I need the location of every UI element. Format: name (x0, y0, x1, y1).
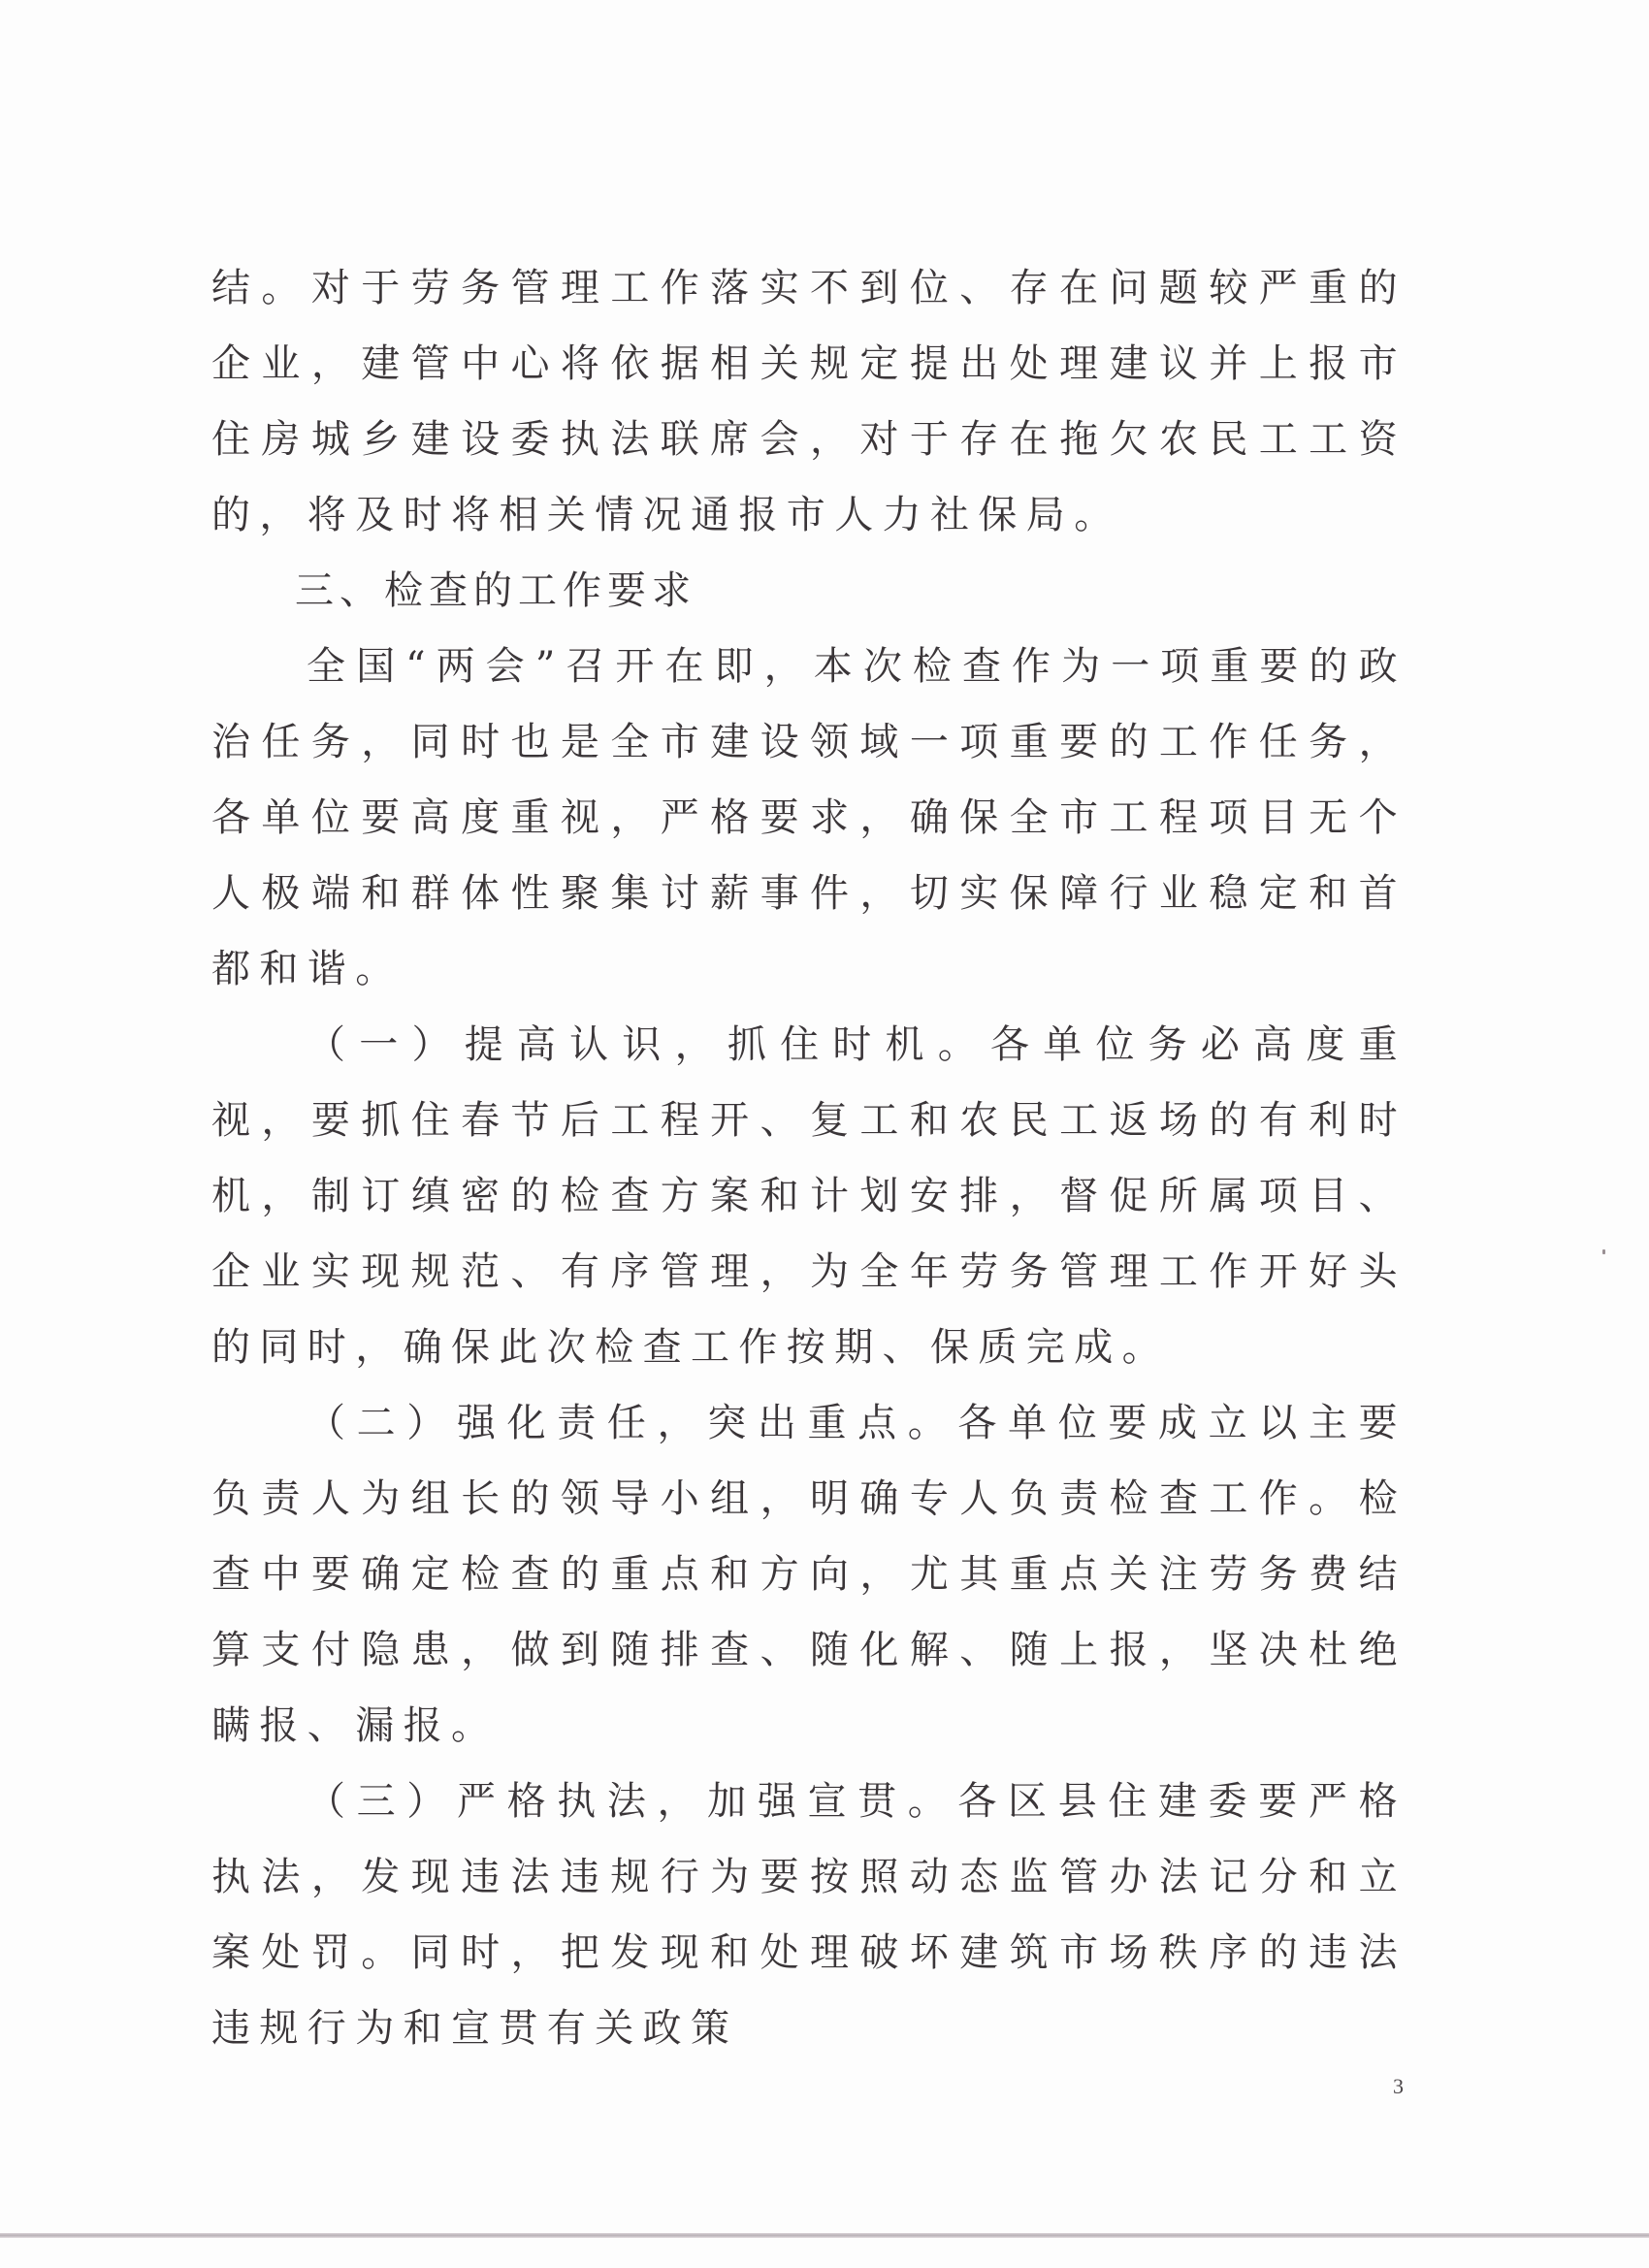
body-text (211, 250, 1406, 2066)
paragraph-continuation: 结。对于劳务管理工作落实不到位、存在问题较严重的企业，建管中心将依据相关规定提出处理建议并上报市住房城乡建设委执法联席会，对于存在拖欠农民工工资的，将及时将相关情况通报市人力社保局。 (211, 266, 1406, 537)
bottom-rule (0, 2233, 1649, 2238)
paragraph-intro: 全国“两会”召开在即，本次检查作为一项重要的政治任务，同时也是全市建设领域一项重要的工作任务，各单位要高度重视，严格要求，确保全市工程项目无个人极端和群体性聚集讨薪事件，切实保障行业稳定和首都和谐。 (211, 644, 1406, 991)
paragraph-item-3: （三）严格执法，加强宣贯。各区县住建委要严格执法，发现违法违规行为要按照动态监管办法记分和立案处罚。同时，把发现和处理破坏建筑市场秩序的违法违规行为和宣贯有关政策 (211, 1779, 1406, 2051)
scan-artifact (1602, 1249, 1605, 1254)
section-heading: 三、检查的工作要求 (295, 568, 696, 613)
paragraph-item-1: （一）提高认识，抓住时机。各单位务必高度重视，要抓住春节后工程开、复工和农民工返场的有利时机，制订缜密的检查方案和计划安排，督促所属项目、企业实现规范、有序管理，为全年劳务管理工作开好头的同时，确保此次检查工作按期、保质完成。 (211, 1022, 1406, 1370)
page-number: 3 (1393, 2074, 1404, 2098)
paragraph-item-2: （二）强化责任，突出重点。各单位要成立以主要负责人为组长的领导小组，明确专人负责检查工作。检查中要确定检查的重点和方向，尤其重点关注劳务费结算支付隐患，做到随排查、随化解、随上报，坚决杜绝瞒报、漏报。 (211, 1401, 1406, 1748)
